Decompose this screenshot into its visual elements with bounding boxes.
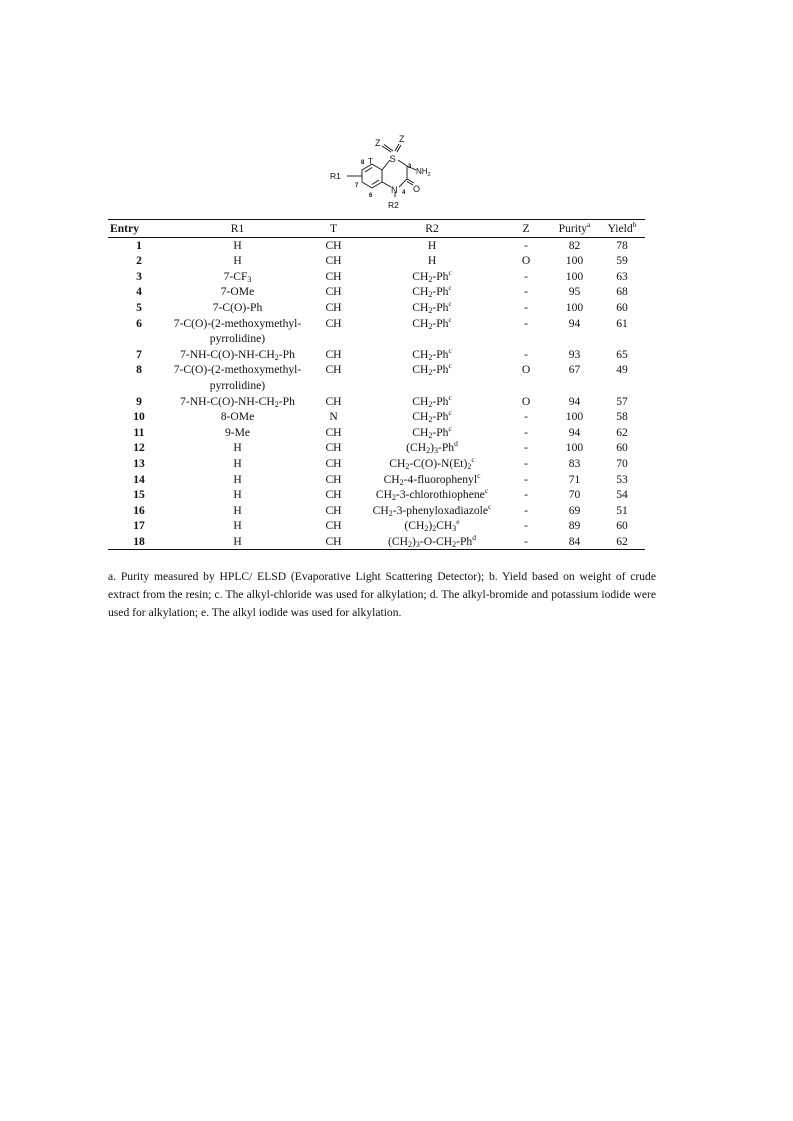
cell-r2 [362, 456, 502, 472]
cell-purity: 94 [568, 394, 581, 408]
cell-r2-segment: CH [412, 300, 429, 314]
cell-yield: 68 [616, 285, 628, 299]
table-row [108, 347, 645, 363]
table-row [108, 316, 645, 347]
cell-t: CH [325, 425, 342, 439]
cell-purity: 89 [568, 519, 581, 533]
table-row [108, 503, 645, 519]
cell-entry: 13 [133, 456, 145, 470]
cell-r2-segment: CH [412, 347, 429, 361]
cell-z: - [524, 316, 528, 330]
cell-entry: 16 [133, 503, 145, 517]
cell-r2-segment: c [448, 345, 452, 355]
nh2-main: NH [416, 167, 428, 176]
cell-purity: 100 [565, 441, 584, 455]
cell-r2 [362, 518, 502, 534]
cell-r2-segment: d [454, 439, 458, 449]
table-row [108, 440, 645, 456]
cell-r2-segment: 2 [426, 446, 431, 456]
cell-t: CH [325, 519, 342, 533]
cell-r2-segment: -4-fluorophenyl [403, 472, 478, 486]
table-row [108, 409, 645, 425]
cell-r1: H [233, 503, 242, 517]
cell-r2-segment: c [448, 298, 452, 308]
cell-r2-segment: -Ph [432, 347, 449, 361]
cell-r2 [362, 394, 502, 410]
cell-r2-segment: 2 [428, 399, 433, 409]
header-yield-note: b [632, 220, 637, 229]
r1-label: R1 [330, 171, 341, 181]
cell-entry: 17 [133, 519, 145, 533]
cell-r2 [362, 534, 502, 550]
cell-yield: 62 [616, 425, 628, 439]
cell-t: CH [325, 285, 342, 299]
cell-r2-segment: -Ph [432, 394, 449, 408]
cell-r2-segment: -C(O)-N(Et) [409, 456, 468, 470]
t-label: T [368, 157, 373, 166]
cell-r1: H [233, 238, 242, 252]
table-row [108, 237, 645, 253]
cell-r2-segment: CH [412, 363, 429, 377]
cell-z: - [524, 488, 528, 502]
cell-r2-segment: 2 [428, 290, 433, 300]
cell-r2-segment: -Ph [432, 425, 449, 439]
cell-z: - [524, 300, 528, 314]
cell-r2-segment: -Ph [432, 269, 449, 283]
table-row [108, 425, 645, 441]
cell-r2 [362, 503, 502, 519]
header-entry: Entry [108, 220, 170, 238]
cell-purity: 70 [568, 488, 581, 502]
cell-z: - [524, 347, 528, 361]
cell-purity: 83 [568, 456, 581, 470]
cell-yield: 49 [616, 363, 628, 377]
cell-purity: 100 [565, 254, 584, 268]
cell-z: - [524, 519, 528, 533]
cell-r2-segment: c [448, 392, 452, 402]
cell-r2 [362, 253, 502, 269]
cell-entry: 10 [133, 410, 145, 424]
cell-r2-segment: 2 [428, 352, 433, 362]
cell-r2-segment: H [427, 238, 437, 252]
cell-entry: 3 [136, 269, 142, 283]
cell-r1-segment: 7-NH-C(O)-NH-CH [180, 347, 275, 361]
table-row [108, 269, 645, 285]
cell-t: CH [325, 238, 342, 252]
cell-r1-segment: 2 [274, 399, 279, 409]
cell-r1: H [233, 488, 242, 502]
table-footnotes: a. Purity measured by HPLC/ ELSD (Evaporative Light Scattering Detector); b. Yield based on weight of crude extract from the resin; c. The alkyl-chloride was used for alkylation; d. The alkyl-bromide and potassium iodide were used for alkylation; e. The alkyl iodide was used for alkylation. [108, 570, 656, 619]
cell-r2-segment: c [471, 454, 475, 464]
header-purity-note: a [587, 220, 591, 229]
compound-table [108, 219, 645, 550]
nh2-subscript: 2 [427, 172, 431, 178]
cell-z: - [524, 472, 528, 486]
cell-r2-segment: c [448, 423, 452, 433]
cell-r2-segment: CH [372, 503, 389, 517]
cell-r1: 7-C(O)-Ph [212, 300, 263, 314]
cell-purity: 95 [568, 285, 581, 299]
table-header-row [108, 220, 645, 238]
header-r2: R2 [362, 220, 502, 238]
cell-yield: 60 [616, 441, 628, 455]
cell-entry: 12 [133, 441, 145, 455]
cell-t: CH [325, 363, 342, 377]
cell-z: - [502, 534, 550, 550]
cell-r2-segment: (CH [406, 441, 427, 455]
cell-r2-segment: 2 [405, 461, 410, 471]
header-t: T [305, 220, 362, 238]
table-row [108, 300, 645, 316]
cell-r2-segment: CH [412, 316, 429, 330]
cell-r2 [362, 316, 502, 347]
cell-r1: H [233, 441, 242, 455]
benzothiazepinone-structure [325, 130, 455, 216]
cell-r2-segment: 2 [452, 539, 457, 549]
header-purity [550, 220, 599, 238]
cell-r1: H [233, 254, 242, 268]
cell-yield: 78 [616, 238, 628, 252]
cell-z: - [524, 238, 528, 252]
cell-entry: 9 [136, 394, 142, 408]
position-7-label: 7 [355, 183, 359, 189]
cell-t: N [329, 410, 338, 424]
cell-yield: 59 [616, 254, 628, 268]
cell-r2-segment: 2 [428, 415, 433, 425]
table-row [108, 487, 645, 503]
cell-r1: 7-C(O)-(2-methoxymethyl-pyrrolidine) [173, 316, 302, 346]
cell-z: O [521, 363, 531, 377]
cell-r2-segment: -Ph [432, 316, 449, 330]
cell-r1 [170, 394, 305, 410]
position-3-label: 3 [408, 164, 412, 170]
cell-r2-segment: c [448, 314, 452, 324]
header-yield [599, 220, 645, 238]
cell-entry: 7 [136, 347, 142, 361]
cell-purity: 94 [568, 316, 581, 330]
cell-entry: 5 [136, 300, 142, 314]
table-row [108, 362, 645, 393]
cell-r2-segment: CH [383, 472, 400, 486]
cell-t: CH [325, 269, 342, 283]
cell-r2-segment: c [448, 283, 452, 293]
cell-r2-segment: 2 [424, 524, 429, 534]
cell-r2-segment: 3 [452, 524, 457, 534]
cell-entry: 15 [133, 488, 145, 502]
cell-r2 [362, 269, 502, 285]
cell-r2-segment: CH [412, 394, 429, 408]
cell-r2-segment: CH [412, 410, 429, 424]
cell-r2 [362, 284, 502, 300]
cell-r2-segment: ) [428, 519, 433, 533]
cell-r2-segment: 2 [408, 539, 413, 549]
cell-r1 [170, 347, 305, 363]
cell-t: CH [325, 254, 342, 268]
cell-r2-segment: 2 [467, 461, 472, 471]
cell-r2-segment: -3-chlorothiophene [395, 488, 485, 502]
cell-r2 [362, 440, 502, 456]
cell-r2-segment: 2 [399, 477, 404, 487]
table-row [108, 472, 645, 488]
cell-purity: 69 [568, 503, 581, 517]
cell-purity: 93 [568, 347, 581, 361]
table-body [108, 237, 645, 550]
cell-r2 [362, 362, 502, 393]
cell-purity: 67 [568, 363, 581, 377]
cell-r2-segment: (CH [404, 519, 425, 533]
position-8-label: 8 [361, 160, 365, 166]
cell-r2 [362, 300, 502, 316]
table-row [108, 253, 645, 269]
cell-r2-segment: -Ph [432, 363, 449, 377]
s-label: S [389, 154, 396, 165]
cell-purity: 100 [565, 410, 584, 424]
cell-t: CH [325, 503, 342, 517]
cell-r1: 7-C(O)-(2-methoxymethyl-pyrrolidine) [173, 363, 302, 392]
cell-yield: 53 [616, 472, 628, 486]
header-purity-label: Purity [558, 222, 587, 235]
cell-r2-segment: e [456, 517, 460, 527]
cell-t: CH [325, 300, 342, 314]
cell-r2-segment: d [472, 532, 476, 542]
cell-t: CH [325, 488, 342, 502]
cell-r2-segment: 2 [388, 508, 393, 518]
z-label-right: Z [399, 134, 405, 144]
cell-r2-segment: 2 [391, 493, 396, 503]
cell-r2 [362, 237, 502, 253]
cell-yield: 70 [616, 456, 628, 470]
cell-r1: 9-Me [224, 425, 251, 439]
cell-r1-segment: 7-NH-C(O)-NH-CH [180, 394, 275, 408]
cell-t: CH [325, 456, 342, 470]
cell-r2-segment: -Ph [432, 410, 449, 424]
cell-entry: 18 [108, 534, 170, 550]
cell-t: CH [305, 534, 362, 550]
n-label: N [391, 185, 398, 195]
cell-purity: 84 [550, 534, 599, 550]
cell-r1-segment: 3 [247, 274, 252, 284]
table-row [108, 518, 645, 534]
cell-r2-segment: CH [389, 456, 406, 470]
cell-r1-segment: -Ph [278, 347, 295, 361]
cell-yield: 60 [616, 300, 628, 314]
cell-yield: 62 [599, 534, 645, 550]
cell-r2-segment: c [448, 361, 452, 371]
cell-t: CH [325, 347, 342, 361]
header-yield-label: Yield [607, 222, 633, 235]
cell-r2 [362, 409, 502, 425]
table-row [108, 284, 645, 300]
cell-r2-segment: 3 [415, 539, 420, 549]
position-4-label: 4 [402, 190, 406, 196]
cell-r2-segment: c [448, 408, 452, 418]
cell-r2 [362, 425, 502, 441]
cell-t: CH [325, 472, 342, 486]
cell-r2-segment: c [488, 501, 492, 511]
cell-entry: 1 [136, 238, 142, 252]
cell-r2-segment: -Ph [432, 285, 449, 299]
cell-r2-segment: 2 [428, 305, 433, 315]
cell-r2-segment: 2 [428, 321, 433, 331]
cell-yield: 63 [616, 269, 628, 283]
cell-r1: H [170, 534, 305, 550]
cell-yield: 51 [616, 503, 628, 517]
cell-r2 [362, 347, 502, 363]
cell-entry: 4 [136, 285, 142, 299]
cell-r2-segment: CH [436, 519, 453, 533]
nh2-label [416, 167, 431, 178]
cell-r1-segment: 2 [274, 352, 279, 362]
cell-r2-segment: CH [412, 285, 429, 299]
cell-r2-segment: ) [412, 534, 416, 548]
cell-r2 [362, 487, 502, 503]
cell-r2-segment: 2 [428, 274, 433, 284]
cell-r2-segment: 2 [428, 430, 433, 440]
cell-r1-segment: -Ph [278, 394, 295, 408]
cell-r2-segment: c [484, 486, 489, 496]
cell-z: - [524, 503, 528, 517]
cell-z: - [524, 410, 528, 424]
cell-r2-segment: H [427, 254, 437, 268]
cell-r2-segment: -O-CH [419, 534, 453, 548]
cell-t: CH [325, 441, 342, 455]
cell-z: - [524, 441, 528, 455]
cell-r1: 7-OMe [220, 285, 255, 299]
cell-entry: 2 [136, 254, 142, 268]
cell-z: - [524, 269, 528, 283]
cell-t: CH [325, 316, 342, 330]
cell-yield: 60 [616, 519, 628, 533]
cell-r2-segment: -Ph [437, 441, 455, 455]
table-row [108, 394, 645, 410]
cell-r2-segment: -Ph [456, 534, 473, 548]
cell-t: CH [325, 394, 342, 408]
cell-yield: 65 [616, 347, 628, 361]
header-z: Z [502, 220, 550, 238]
cell-purity: 71 [568, 472, 581, 486]
cell-r2 [362, 472, 502, 488]
table-row [108, 534, 645, 550]
header-r1: R1 [170, 220, 305, 238]
cell-r2-segment: CH [412, 425, 429, 439]
cell-r1-segment: 7-CF [223, 269, 248, 283]
cell-r2-segment: (CH [388, 534, 409, 548]
cell-entry: 11 [133, 425, 145, 439]
cell-r2-segment: c [477, 470, 481, 480]
cell-z: - [524, 425, 528, 439]
cell-purity: 100 [565, 300, 584, 314]
cell-r2-segment: CH [412, 269, 429, 283]
cell-r1: H [233, 519, 242, 533]
cell-r2-segment: 2 [432, 524, 437, 534]
cell-r2-segment: -3-phenyloxadiazole [392, 503, 489, 517]
cell-purity: 94 [568, 425, 581, 439]
cell-r1: 8-OMe [220, 410, 255, 424]
cell-r1: H [233, 472, 242, 486]
cell-r2-segment: ) [430, 441, 434, 455]
cell-purity: 100 [565, 269, 584, 283]
cell-r2-segment: c [448, 267, 452, 277]
cell-yield: 61 [616, 316, 628, 330]
cell-yield: 57 [616, 394, 628, 408]
cell-entry: 6 [136, 316, 142, 330]
cell-entry: 8 [136, 363, 142, 377]
cell-r1: H [233, 456, 242, 470]
cell-entry: 14 [133, 472, 145, 486]
z-label-left: Z [375, 138, 381, 148]
cell-r2-segment: CH [375, 488, 392, 502]
o-label: O [413, 184, 421, 194]
cell-r2-segment: -Ph [432, 300, 449, 314]
table-row [108, 456, 645, 472]
cell-yield: 54 [616, 488, 628, 502]
cell-r1 [170, 269, 305, 285]
cell-z: O [521, 394, 531, 408]
r2-label: R2 [388, 200, 399, 210]
cell-purity: 82 [568, 238, 581, 252]
cell-z: O [521, 254, 531, 268]
cell-r2-segment: 3 [433, 446, 438, 456]
cell-yield: 58 [616, 410, 628, 424]
cell-r2-segment: 2 [428, 368, 433, 378]
position-6-label: 6 [369, 193, 373, 199]
cell-z: - [524, 456, 528, 470]
cell-z: - [524, 285, 528, 299]
